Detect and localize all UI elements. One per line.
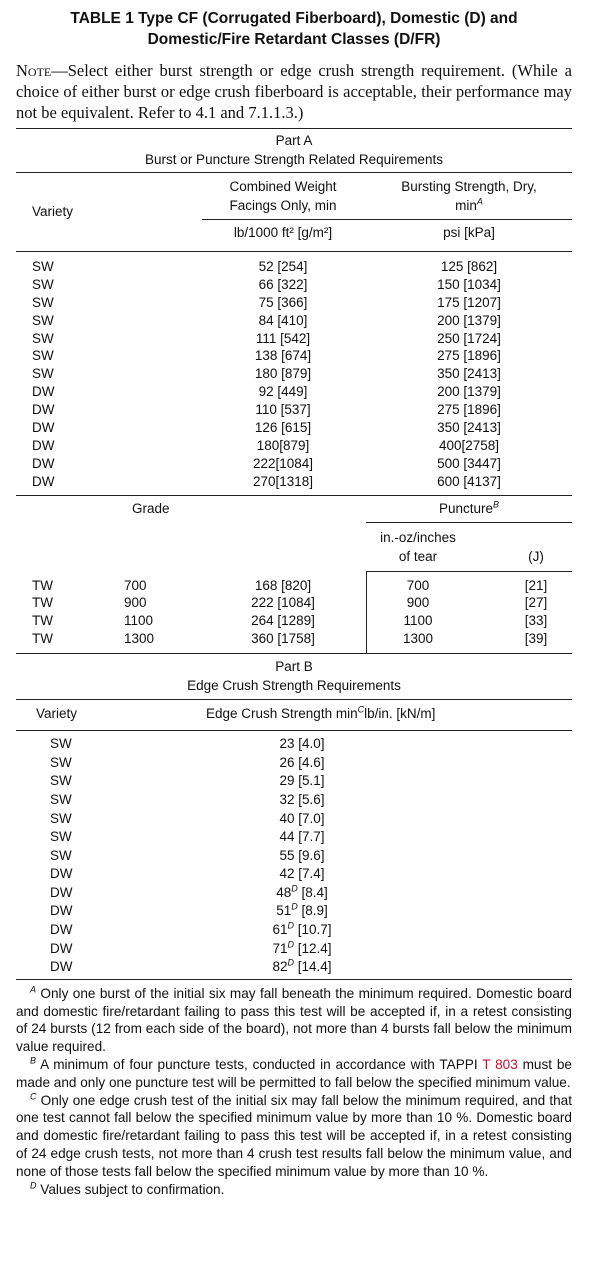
ecs-value: 29 bbox=[279, 773, 295, 789]
table-row bbox=[16, 884, 572, 903]
joule-cell: [33] bbox=[524, 613, 548, 629]
table-row bbox=[16, 419, 572, 437]
ecs-value: 26 bbox=[279, 754, 295, 770]
ecs-value: 23 bbox=[279, 736, 295, 752]
puncture-cell: 700 bbox=[406, 577, 430, 593]
fn-d-mark: D bbox=[30, 1180, 37, 1191]
tw-header-blank bbox=[16, 496, 106, 522]
ecs-metric: [5.6] bbox=[294, 791, 325, 807]
table-row bbox=[16, 772, 572, 791]
burst-cell: 500 [3447] bbox=[437, 455, 501, 471]
burst-cell: 275 [1896] bbox=[437, 402, 501, 418]
ecs-cell bbox=[136, 828, 468, 847]
grade-cell bbox=[106, 401, 200, 419]
footnote-d-marker: D bbox=[287, 920, 294, 931]
ecs-label: Edge Crush Strength min bbox=[206, 706, 358, 722]
grade-cell bbox=[106, 330, 200, 348]
ecs-cell bbox=[136, 902, 468, 921]
variety-cell: DW bbox=[32, 384, 55, 400]
weight-cell: 110 [537] bbox=[255, 402, 311, 418]
ecs-cell bbox=[136, 940, 468, 959]
ecs-cell bbox=[136, 884, 468, 903]
weight-cell: 360 [1758] bbox=[251, 631, 315, 647]
ecs-metric: [7.7] bbox=[294, 829, 325, 845]
table-bottom-rule bbox=[16, 979, 572, 980]
puncture-cell: 1100 bbox=[403, 613, 433, 629]
burst-cell: 125 [862] bbox=[440, 259, 498, 274]
burst-cell: 200 [1379] bbox=[437, 312, 501, 328]
burst-cell: 350 [2413] bbox=[437, 420, 501, 436]
ecs-cell bbox=[136, 958, 468, 977]
part-a-rows bbox=[16, 252, 572, 495]
puncture-header bbox=[366, 496, 572, 522]
variety-cell: SW bbox=[50, 736, 72, 752]
variety-cell: DW bbox=[32, 437, 55, 453]
variety-cell: SW bbox=[50, 791, 72, 807]
part-b-title: Part B bbox=[275, 659, 313, 675]
ecs-value: 48 bbox=[276, 884, 292, 900]
ecs-value: 42 bbox=[279, 866, 295, 882]
table-title-line2: Domestic/Fire Retardant Classes (D/FR) bbox=[147, 31, 441, 48]
variety-cell: DW bbox=[50, 922, 73, 938]
ecs-value: 55 bbox=[279, 847, 295, 863]
table-row bbox=[16, 401, 572, 419]
ecs-cell bbox=[136, 772, 468, 791]
ecs-metric: [10.7] bbox=[294, 922, 332, 938]
footnote-d-marker: D bbox=[287, 939, 294, 950]
table-title-line1: TABLE 1 Type CF (Corrugated Fiberboard), Domestic (D) and bbox=[70, 10, 518, 27]
puncture-sub-l1: in.-oz/inches bbox=[380, 529, 456, 545]
document-page bbox=[16, 8, 572, 1198]
table-row bbox=[16, 828, 572, 847]
burst-cell: 150 [1034] bbox=[437, 276, 501, 292]
variety-cell: SW bbox=[50, 829, 72, 845]
table-row bbox=[16, 473, 572, 491]
ecs-value: 61 bbox=[272, 922, 288, 938]
variety-cell: SW bbox=[50, 754, 72, 770]
table-row bbox=[16, 330, 572, 348]
part-a-title: Part A bbox=[275, 133, 313, 148]
ecs-metric: [8.4] bbox=[297, 884, 328, 900]
variety-cell: TW bbox=[32, 631, 53, 647]
ecs-header bbox=[196, 700, 572, 730]
col-burst-min: min bbox=[455, 198, 477, 213]
table-note bbox=[16, 60, 572, 123]
note-ref-7-1-1-3[interactable]: 7.1.1.3 bbox=[248, 103, 294, 122]
ecs-value: 40 bbox=[279, 810, 295, 826]
table-title bbox=[16, 8, 572, 50]
burst-cell: 250 [1724] bbox=[437, 330, 501, 346]
variety-cell: DW bbox=[32, 473, 55, 489]
ecs-metric: [4.6] bbox=[294, 754, 325, 770]
burst-cell: 175 [1207] bbox=[437, 294, 501, 310]
note-ref-4-1[interactable]: 4.1 bbox=[195, 103, 217, 122]
weight-cell: 180 [879] bbox=[254, 366, 312, 382]
weight-cell: 264 [1289] bbox=[251, 613, 315, 629]
ecs-cell bbox=[136, 921, 468, 940]
note-text: —Select either burst strength or edge crush strength requirement. (While a choice of either burst or edge crush fiberboard is acceptable, their performance may not be equivalent. Refer to bbox=[16, 61, 572, 122]
variety-cell: DW bbox=[32, 420, 55, 436]
table-row bbox=[16, 437, 572, 455]
table-row bbox=[16, 630, 572, 648]
ecs-cell bbox=[136, 847, 468, 866]
burst-cell: 350 [2413] bbox=[437, 366, 501, 382]
table-row bbox=[16, 612, 572, 630]
fn-b-text2: must be made and only one puncture test will be permitted to fall below the specified minimum value. bbox=[16, 1057, 572, 1090]
table-row bbox=[16, 754, 572, 773]
part-b-variety-header: Variety bbox=[36, 706, 78, 722]
grade-cell bbox=[106, 419, 200, 437]
variety-cell: SW bbox=[32, 348, 54, 364]
table-body bbox=[16, 128, 572, 980]
col-weight-l1: Combined Weight bbox=[229, 179, 337, 194]
puncture-cell: 900 bbox=[406, 595, 430, 611]
ecs-cell bbox=[136, 865, 468, 884]
joule-cell: [39] bbox=[524, 631, 548, 647]
grade-cell bbox=[106, 294, 200, 312]
ecs-metric: [5.1] bbox=[294, 773, 325, 789]
variety-cell: DW bbox=[32, 455, 55, 471]
burst-cell: 200 [1379] bbox=[437, 384, 501, 400]
variety-cell: SW bbox=[32, 276, 54, 292]
col-burst-header bbox=[366, 173, 572, 219]
puncture-sub-spacer bbox=[16, 523, 366, 571]
ecs-value: 32 bbox=[279, 791, 295, 807]
grade-cell bbox=[106, 258, 200, 276]
weight-cell: 126 [615] bbox=[254, 420, 312, 436]
footnote-d bbox=[16, 1181, 572, 1199]
table-row bbox=[16, 577, 572, 595]
weight-cell: 75 [366] bbox=[258, 294, 308, 310]
variety-cell: SW bbox=[32, 366, 54, 382]
tw-header-row bbox=[16, 496, 572, 522]
col-burst-unit: psi [kPa] bbox=[443, 225, 495, 240]
table-row bbox=[16, 258, 572, 276]
weight-cell: 270[1318] bbox=[252, 473, 314, 489]
variety-cell: SW bbox=[50, 773, 72, 789]
part-b-rows bbox=[16, 731, 572, 979]
ecs-value: 82 bbox=[272, 959, 288, 975]
variety-cell: SW bbox=[32, 330, 54, 346]
footnote-c bbox=[16, 1092, 572, 1181]
table-row bbox=[16, 735, 572, 754]
joule-cell: [27] bbox=[524, 595, 548, 611]
note-and: and bbox=[216, 103, 249, 122]
fn-a-mark: A bbox=[30, 984, 37, 995]
weight-cell: 138 [674] bbox=[254, 348, 312, 364]
variety-cell: SW bbox=[32, 294, 54, 310]
col-weight-unit: lb/1000 ft² [g/m²] bbox=[233, 225, 333, 240]
note-end: .) bbox=[293, 103, 304, 122]
variety-cell: SW bbox=[50, 810, 72, 826]
ecs-cell bbox=[136, 791, 468, 810]
weight-cell: 66 [322] bbox=[258, 276, 308, 292]
ecs-value: 44 bbox=[279, 829, 295, 845]
footnote-b-marker: B bbox=[493, 499, 500, 510]
weight-cell: 168 [820] bbox=[254, 577, 312, 593]
table-row bbox=[16, 810, 572, 829]
footnote-b bbox=[16, 1056, 572, 1092]
footnote-d-marker: D bbox=[291, 901, 298, 912]
weight-cell: 222[1084] bbox=[252, 455, 314, 471]
ecs-metric: [14.4] bbox=[294, 959, 332, 975]
grade-cell: 1100 bbox=[124, 613, 154, 629]
weight-cell: 111 [542] bbox=[255, 330, 311, 346]
puncture-label: Puncture bbox=[438, 500, 494, 516]
variety-cell: DW bbox=[50, 866, 73, 882]
fn-b-mark: B bbox=[30, 1055, 37, 1066]
table-row bbox=[16, 383, 572, 401]
ecs-metric: [4.0] bbox=[294, 736, 325, 752]
puncture-j-header: (J) bbox=[528, 548, 544, 564]
grade-cell: 900 bbox=[124, 595, 147, 611]
grade-header: Grade bbox=[132, 500, 170, 516]
footnotes bbox=[16, 985, 572, 1199]
weight-cell: 92 [449] bbox=[258, 384, 308, 400]
footnote-d-marker: D bbox=[287, 957, 294, 968]
table-row bbox=[16, 847, 572, 866]
note-lead: Note bbox=[16, 61, 52, 80]
table-row bbox=[16, 865, 572, 884]
tw-header-blank2 bbox=[200, 496, 366, 522]
table-row bbox=[16, 312, 572, 330]
table-row bbox=[16, 594, 572, 612]
variety-cell: TW bbox=[32, 595, 53, 611]
footnote-a-marker: A bbox=[476, 196, 483, 207]
part-a-subtitle: Burst or Puncture Strength Related Requirements bbox=[145, 152, 443, 167]
table-row bbox=[16, 276, 572, 294]
variety-cell: DW bbox=[50, 884, 73, 900]
weight-cell: 84 [410] bbox=[258, 312, 308, 328]
col-burst-l1: Bursting Strength, Dry, bbox=[401, 179, 537, 194]
variety-cell: TW bbox=[32, 613, 53, 629]
grade-cell bbox=[106, 365, 200, 383]
weight-cell: 222 [1084] bbox=[251, 595, 315, 611]
tw-rows bbox=[16, 572, 572, 654]
grade-cell bbox=[106, 312, 200, 330]
variety-cell: SW bbox=[32, 259, 54, 274]
col-variety-header: Variety bbox=[32, 204, 74, 219]
grade-cell bbox=[106, 437, 200, 455]
unit-row bbox=[200, 220, 572, 251]
footnote-c-marker: C bbox=[357, 704, 365, 715]
joule-cell: [21] bbox=[524, 577, 548, 593]
variety-cell: DW bbox=[50, 959, 73, 975]
table-row bbox=[16, 921, 572, 940]
variety-cell: DW bbox=[50, 903, 73, 919]
table-row bbox=[16, 791, 572, 810]
weight-cell: 52 [254] bbox=[258, 259, 308, 274]
col-burst-l2 bbox=[366, 196, 572, 215]
fn-c-mark: C bbox=[30, 1091, 37, 1102]
header-labels bbox=[200, 173, 572, 219]
variety-cell: DW bbox=[50, 940, 73, 956]
grade-cell bbox=[106, 455, 200, 473]
grade-cell bbox=[106, 473, 200, 491]
grade-cell bbox=[106, 347, 200, 365]
ecs-unit: lb/in. [kN/m] bbox=[364, 706, 436, 722]
fn-a-text: Only one burst of the initial six may fall beneath the minimum required. Domestic board and domestic fire/retardant failing to pass this test will be accepted if, in a retest consisting of 24 bursts (12 from each side of the board), not more than 4 bursts fall below the minimum value required. bbox=[16, 985, 572, 1055]
grade-cell bbox=[106, 383, 200, 401]
ecs-metric: [7.4] bbox=[294, 866, 325, 882]
header-right-block bbox=[200, 173, 572, 251]
table-row bbox=[16, 902, 572, 921]
footnote-a bbox=[16, 985, 572, 1056]
weight-cell: 180[879] bbox=[256, 437, 310, 453]
col-weight-header bbox=[200, 173, 366, 219]
ecs-metric: [9.6] bbox=[294, 847, 325, 863]
ecs-cell bbox=[136, 735, 468, 754]
fn-d-text: Values subject to confirmation. bbox=[36, 1181, 225, 1197]
table-row bbox=[16, 347, 572, 365]
part-a-header-row bbox=[16, 173, 572, 251]
puncture-cell: 1300 bbox=[402, 631, 434, 647]
ecs-value: 71 bbox=[272, 940, 288, 956]
variety-cell: DW bbox=[32, 402, 55, 418]
part-b-subtitle: Edge Crush Strength Requirements bbox=[187, 678, 401, 694]
part-b-header-row bbox=[16, 700, 572, 730]
ecs-metric: [12.4] bbox=[294, 940, 332, 956]
tw-vertical-rule bbox=[366, 571, 367, 654]
fn-b-text1: A minimum of four puncture tests, conducted in accordance with TAPPI bbox=[36, 1057, 483, 1073]
table-row bbox=[16, 365, 572, 383]
ecs-cell bbox=[136, 810, 468, 829]
table-row bbox=[16, 958, 572, 977]
variety-cell: SW bbox=[32, 312, 54, 328]
puncture-sub-l2: of tear bbox=[398, 548, 438, 564]
table-row bbox=[16, 294, 572, 312]
grade-cell: 1300 bbox=[124, 631, 155, 647]
puncture-sub-row bbox=[16, 523, 572, 571]
grade-cell bbox=[106, 276, 200, 294]
burst-cell: 400[2758] bbox=[438, 437, 500, 453]
ecs-metric: [8.9] bbox=[297, 903, 328, 919]
ecs-cell bbox=[136, 754, 468, 773]
fn-c-text: Only one edge crush test of the initial six may fall below the minimum required, and that one test cannot fall below the specified minimum value by more than 10 %. Domestic board and domestic fire/retardant failing to pass this test will be accepted if, in a retest consisting of 24 edge crush tests, not more than 4 crush test results fall below the minimum value, and none of those tests fall below the specified minimum value by more than 10 %. bbox=[16, 1092, 572, 1179]
fn-b-tappi-link[interactable]: T 803 bbox=[482, 1057, 518, 1073]
variety-cell: TW bbox=[32, 577, 53, 593]
burst-cell: 600 [4137] bbox=[437, 473, 501, 489]
table-row bbox=[16, 940, 572, 959]
col-weight-l2: Facings Only, min bbox=[229, 198, 337, 213]
variety-cell: SW bbox=[50, 847, 72, 863]
table-row bbox=[16, 455, 572, 473]
grade-cell: 700 bbox=[124, 577, 147, 593]
ecs-value: 51 bbox=[276, 903, 292, 919]
puncture-sub-header bbox=[366, 523, 470, 571]
ecs-metric: [7.0] bbox=[294, 810, 325, 826]
footnote-d-marker: D bbox=[291, 883, 298, 894]
burst-cell: 275 [1896] bbox=[437, 348, 501, 364]
